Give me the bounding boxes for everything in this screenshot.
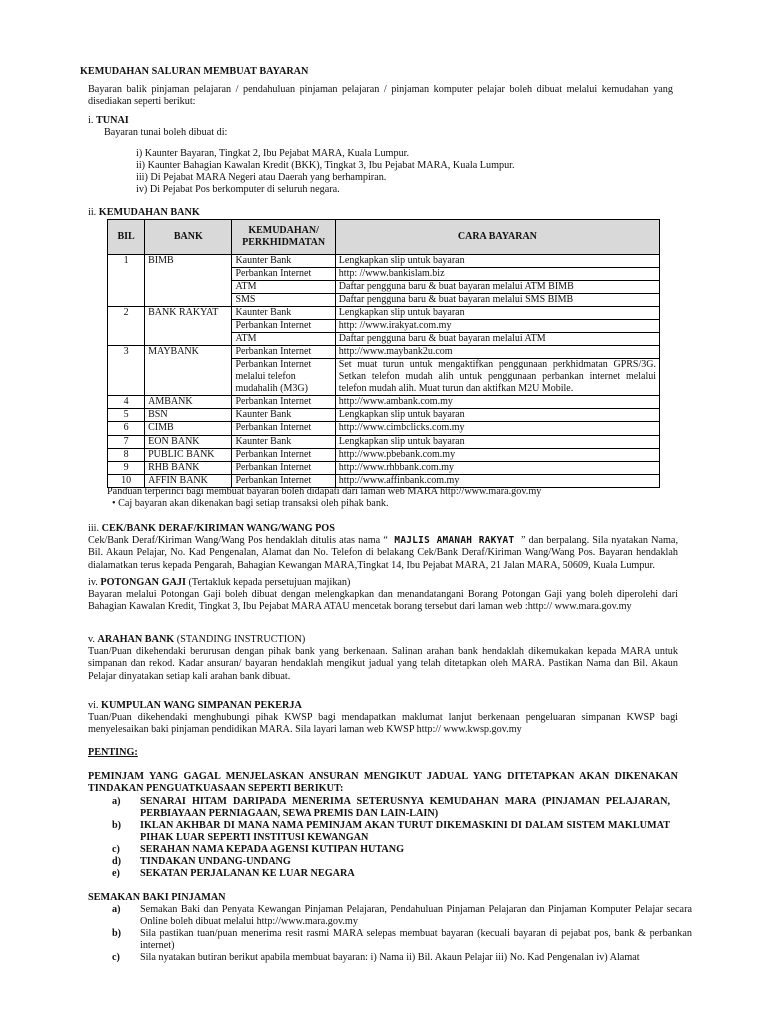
cell-bank: AFFIN BANK xyxy=(145,475,232,488)
cell-cara: Set muat turun untuk mengaktifkan penggunaan perkhidmatan GPRS/3G. Setkan telefon mudah alih untuk penggunaan perbankan internet melalui telefon mudah alih. Muat turun dan aktifkan M2U Mobile. xyxy=(335,359,659,396)
cell-cara: http: //www.irakyat.com.my xyxy=(335,320,659,333)
column-header-bank: BANK xyxy=(145,220,232,255)
cell-bil: 8 xyxy=(108,449,145,462)
bank-heading xyxy=(88,207,200,219)
item-text: Sila pastikan tuan/puan menerima resit rasmi MARA selepas membuat bayaran (kecuali bayaran di pejabat pos, bank & perbankan internet) xyxy=(140,928,692,952)
cek-title: CEK/BANK DERAF/KIRIMAN WANG/WANG POS xyxy=(101,523,335,534)
payee-name: MAJLIS AMANAH RAKYAT xyxy=(387,535,521,546)
table-row xyxy=(108,307,660,320)
column-header-kemudahan: KEMUDAHAN/ PERKHIDMATAN xyxy=(232,220,335,255)
tunai-item: iii) Di Pejabat MARA Negeri atau Daerah yang berhampiran. xyxy=(136,172,387,183)
cell-kemudahan: Perbankan Internet xyxy=(232,462,335,475)
column-header-bil: BIL xyxy=(108,220,145,255)
cell-cara: Daftar pengguna baru & buat bayaran melalui SMS BIMB xyxy=(335,294,659,307)
cell-cara: Daftar pengguna baru & buat bayaran melalui ATM BIMB xyxy=(335,281,659,294)
cell-kemudahan: Perbankan Internet xyxy=(232,475,335,488)
arahan-number: v. xyxy=(88,634,95,645)
cell-kemudahan: Perbankan Internet xyxy=(232,346,335,359)
cell-bil: 10 xyxy=(108,475,145,488)
cell-kemudahan: Perbankan Internet xyxy=(232,268,335,281)
cell-bil xyxy=(108,333,145,346)
bank-number: ii. xyxy=(88,207,97,218)
table-row xyxy=(108,449,660,462)
cell-bank xyxy=(145,294,232,307)
item-label: b) xyxy=(112,820,122,831)
document-title: KEMUDAHAN SALURAN MEMBUAT BAYARAN xyxy=(80,66,309,77)
table-row xyxy=(108,346,660,359)
cell-kemudahan: Perbankan Internet xyxy=(232,449,335,462)
arahan-heading xyxy=(88,634,305,646)
kwsp-number: vi. xyxy=(88,700,99,711)
gaji-note: (Tertakluk kepada persetujuan majikan) xyxy=(185,577,351,588)
cell-bil xyxy=(108,359,145,396)
cell-bank: AMBANK xyxy=(145,396,232,409)
cell-bil xyxy=(108,268,145,281)
tunai-description: Bayaran tunai boleh dibuat di: xyxy=(104,127,228,138)
cell-cara: http: //www.bankislam.biz xyxy=(335,268,659,281)
cell-kemudahan: Kaunter Bank xyxy=(232,436,335,449)
kwsp-heading xyxy=(88,700,302,712)
table-row xyxy=(108,294,660,307)
cek-heading xyxy=(88,523,335,535)
table-row xyxy=(108,268,660,281)
table-row xyxy=(108,422,660,436)
cell-cara: http://www.maybank2u.com xyxy=(335,346,659,359)
item-text: SERAHAN NAMA KEPADA AGENSI KUTIPAN HUTANG xyxy=(140,844,405,855)
item-label: c) xyxy=(112,952,120,963)
cell-bank: PUBLIC BANK xyxy=(145,449,232,462)
gaji-heading xyxy=(88,577,350,589)
item-label: d) xyxy=(112,856,122,867)
cell-bil: 6 xyxy=(108,422,145,436)
tunai-item: iv) Di Pejabat Pos berkomputer di seluruh negara. xyxy=(136,184,340,195)
table-row xyxy=(108,255,660,268)
cell-cara: Lengkapkan slip untuk bayaran xyxy=(335,409,659,422)
table-header-row xyxy=(108,220,660,255)
cek-paragraph xyxy=(88,535,678,572)
arahan-title: ARAHAN BANK xyxy=(97,634,175,645)
cell-kemudahan: Kaunter Bank xyxy=(232,409,335,422)
cell-cara: http://www.rhbbank.com.my xyxy=(335,462,659,475)
table-row xyxy=(108,281,660,294)
item-text: SEKATAN PERJALANAN KE LUAR NEGARA xyxy=(140,868,355,879)
cell-cara: http://www.cimbclicks.com.my xyxy=(335,422,659,436)
cell-cara: http://www.pbebank.com.my xyxy=(335,449,659,462)
bank-charge-note: • Caj bayaran akan dikenakan bagi setiap transaksi oleh pihak bank. xyxy=(112,498,389,509)
table-row xyxy=(108,462,660,475)
cell-kemudahan: Perbankan Internet xyxy=(232,422,335,436)
cek-text-post: ” dan berpalang. Sila nyatakan Nama, Bil. Akaun Pelajar, No. Kad Pengenalan, Alamat dan No. Telefon di belakang Cek/Bank Deraf/Kiriman Wang/Wang Pos. Bayaran hendaklah dialamatkan terus kepada Pengarah, Bahagian Kewangan MARA,Tingkat 14, Ibu Pejabat MARA, 21 Jalan MARA, 50609, Kuala Lumpur. xyxy=(88,535,679,571)
cell-bank xyxy=(145,281,232,294)
cell-cara: Lengkapkan slip untuk bayaran xyxy=(335,307,659,320)
arahan-note: (STANDING INSTRUCTION) xyxy=(174,634,306,645)
cell-bil xyxy=(108,294,145,307)
gaji-number: iv. xyxy=(88,577,98,588)
cell-bil: 4 xyxy=(108,396,145,409)
tunai-heading xyxy=(88,115,129,127)
item-text: SENARAI HITAM DARIPADA MENERIMA SETERUSNYA KEMUDAHAN MARA (PINJAMAN PELAJARAN, PERBIAYAAN PERNIAGAAN, SEWA PREMIS DAN LAIN-LAIN) xyxy=(140,796,670,820)
kwsp-paragraph: Tuan/Puan dikehendaki menghubungi pihak KWSP bagi mendapatkan maklumat lanjut berkenaan pengeluaran simpanan KWSP bagi menyelesaikan baki pinjaman pendidikan MARA. Sila layari laman web KWSP http:// www.kwsp.gov.my xyxy=(88,712,678,736)
column-header-cara-bayaran: CARA BAYARAN xyxy=(335,220,659,255)
cell-bank xyxy=(145,333,232,346)
item-label: c) xyxy=(112,844,120,855)
cell-bil: 7 xyxy=(108,436,145,449)
cell-kemudahan: Perbankan Internet xyxy=(232,396,335,409)
cell-bank: RHB BANK xyxy=(145,462,232,475)
penting-intro: PEMINJAM YANG GAGAL MENJELASKAN ANSURAN MENGIKUT JADUAL YANG DITETAPKAN AKAN DIKENAKAN TINDAKAN PENGUATKUASAAN SEPERTI BERIKUT: xyxy=(88,771,678,795)
table-row xyxy=(108,333,660,346)
table-row xyxy=(108,359,660,396)
cell-bil: 2 xyxy=(108,307,145,320)
item-text: TINDAKAN UNDANG-UNDANG xyxy=(140,856,291,867)
item-label: a) xyxy=(112,796,121,807)
cell-cara: Lengkapkan slip untuk bayaran xyxy=(335,255,659,268)
cell-bil xyxy=(108,320,145,333)
cell-bil: 3 xyxy=(108,346,145,359)
penting-heading: PENTING: xyxy=(88,747,138,758)
item-label: a) xyxy=(112,904,121,915)
cell-kemudahan: Perbankan Internet xyxy=(232,320,335,333)
cell-kemudahan: SMS xyxy=(232,294,335,307)
semakan-heading: SEMAKAN BAKI PINJAMAN xyxy=(88,892,226,903)
cell-bank xyxy=(145,320,232,333)
cek-number: iii. xyxy=(88,523,100,534)
cell-kemudahan: Kaunter Bank xyxy=(232,307,335,320)
tunai-title: TUNAI xyxy=(95,115,129,126)
cell-cara: http://www.ambank.com.my xyxy=(335,396,659,409)
item-text: IKLAN AKHBAR DI MANA NAMA PEMINJAM AKAN TURUT DIKEMASKINI DI DALAM SISTEM MAKLUMAT PIHAK LUAR SEPERTI INSTITUSI KEWANGAN xyxy=(140,820,670,844)
cell-bank: CIMB xyxy=(145,422,232,436)
cell-bank: EON BANK xyxy=(145,436,232,449)
cell-bank: BIMB xyxy=(145,255,232,268)
cek-text-pre: Cek/Bank Deraf/Kiriman Wang/Wang Pos hendaklah ditulis atas nama “ xyxy=(88,535,388,546)
cell-kemudahan: Perbankan Internet melalui telefon mudahalih (M3G) xyxy=(232,359,335,396)
item-label: e) xyxy=(112,868,120,879)
tunai-item: i) Kaunter Bayaran, Tingkat 2, Ibu Pejabat MARA, Kuala Lumpur. xyxy=(136,148,410,159)
cell-bank: MAYBANK xyxy=(145,346,232,359)
gaji-paragraph: Bayaran melalui Potongan Gaji boleh dibuat dengan melengkapkan dan menandatangani Borang Potongan Gaji yang boleh diperolehi dari Bahagian Kawalan Kredit, Tingkat 3, Ibu Pejabat MARA ATAU mencetak borang tersebut dari laman web :http:// www.mara.gov.my xyxy=(88,589,678,613)
bank-guide-note: Panduan terperinci bagi membuat bayaran boleh didapati dari laman web MARA http://www.mara.gov.my xyxy=(107,486,542,497)
cell-kemudahan: Kaunter Bank xyxy=(232,255,335,268)
item-text: Sila nyatakan butiran berikut apabila membuat bayaran: i) Nama ii) Bil. Akaun Pelajar iii) No. Kad Pengenalan iv) Alamat xyxy=(140,952,640,963)
table-row xyxy=(108,320,660,333)
gaji-title: POTONGAN GAJI xyxy=(100,577,186,588)
cell-bank xyxy=(145,359,232,396)
table-row xyxy=(108,436,660,449)
table-row xyxy=(108,409,660,422)
item-label: b) xyxy=(112,928,122,939)
table-row xyxy=(108,396,660,409)
item-text: Semakan Baki dan Penyata Kewangan Pinjaman Pelajaran, Pendahuluan Pinjaman Pelajaran dan Pinjaman Komputer Pelajar secara Online boleh dibuat melalui http://www.mara.gov.my xyxy=(140,904,692,928)
cell-bil: 9 xyxy=(108,462,145,475)
bank-title: KEMUDAHAN BANK xyxy=(98,207,200,218)
tunai-number: i. xyxy=(88,115,94,126)
cell-bank: BANK RAKYAT xyxy=(145,307,232,320)
cell-bil: 5 xyxy=(108,409,145,422)
cell-bil xyxy=(108,281,145,294)
arahan-paragraph: Tuan/Puan dikehendaki berurusan dengan pihak bank yang berkenaan. Salinan arahan bank hendaklah dikemukakan kepada MARA untuk simpanan dan rekod. Kadar ansuran/ bayaran hendaklah mengikut jadual yang telah ditetapkan oleh MARA. Pastikan Nama dan Bil. Akaun Pelajar dinyatakan setiap kali arahan bank dibuat. xyxy=(88,646,678,682)
cell-cara: http://www.affinbank.com.my xyxy=(335,475,659,488)
cell-cara: Lengkapkan slip untuk bayaran xyxy=(335,436,659,449)
cell-bank xyxy=(145,268,232,281)
cell-kemudahan: ATM xyxy=(232,333,335,346)
kwsp-title: KUMPULAN WANG SIMPANAN PEKERJA xyxy=(101,700,302,711)
tunai-item: ii) Kaunter Bahagian Kawalan Kredit (BKK), Tingkat 3, Ibu Pejabat MARA, Kuala Lumpur. xyxy=(136,160,515,171)
bank-table xyxy=(107,219,660,488)
cell-kemudahan: ATM xyxy=(232,281,335,294)
cell-cara: Daftar pengguna baru & buat bayaran melalui ATM xyxy=(335,333,659,346)
cell-bil: 1 xyxy=(108,255,145,268)
intro-paragraph: Bayaran balik pinjaman pelajaran / pendahuluan pinjaman pelajaran / pinjaman komputer pelajar boleh dibuat melalui kemudahan yang disediakan seperti berikut: xyxy=(88,84,673,108)
cell-bank: BSN xyxy=(145,409,232,422)
